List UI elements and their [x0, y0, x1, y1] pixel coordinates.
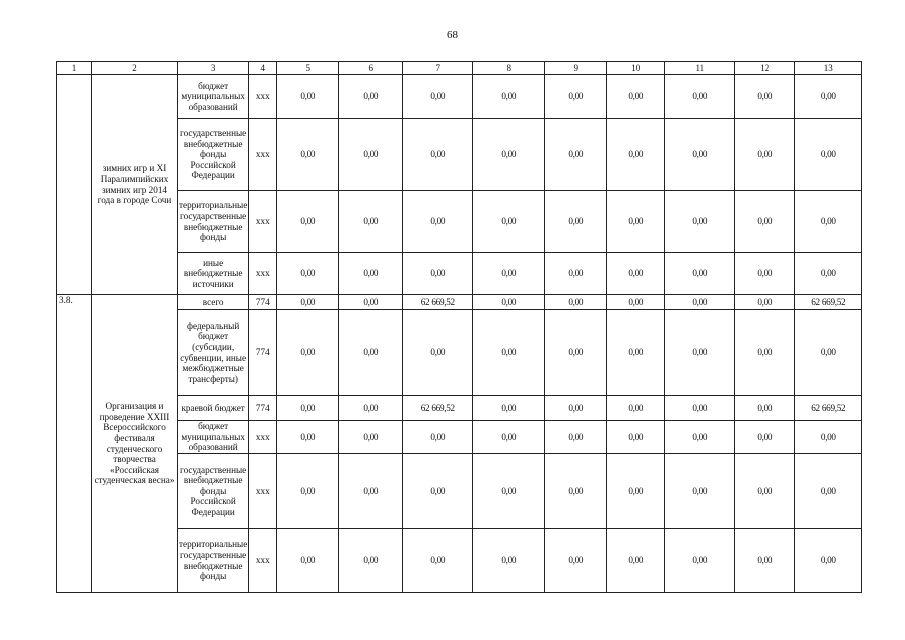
amount-cell: 0,00 [665, 295, 735, 310]
amount-cell: 62 669,52 [403, 295, 473, 310]
amount-cell: 0,00 [735, 421, 795, 454]
amount-cell: 0,00 [735, 454, 795, 529]
amount-cell: 0,00 [473, 75, 545, 119]
column-header: 13 [795, 62, 862, 75]
amount-cell: 0,00 [277, 454, 339, 529]
budget-code: 774 [249, 396, 277, 421]
budget-code: 774 [249, 295, 277, 310]
table-row [57, 529, 862, 593]
amount-cell: 0,00 [665, 191, 735, 253]
budget-table [56, 61, 862, 593]
column-header: 9 [545, 62, 607, 75]
column-header: 1 [57, 62, 92, 75]
table-row [57, 295, 862, 310]
amount-cell: 0,00 [607, 119, 665, 191]
budget-code: xxx [249, 253, 277, 295]
amount-cell: 0,00 [339, 421, 403, 454]
amount-cell: 0,00 [735, 75, 795, 119]
amount-cell: 0,00 [545, 75, 607, 119]
amount-cell: 0,00 [473, 396, 545, 421]
amount-cell: 0,00 [339, 310, 403, 396]
amount-cell: 0,00 [545, 119, 607, 191]
funding-source: бюджет муниципальных образований [178, 75, 249, 119]
amount-cell: 0,00 [473, 454, 545, 529]
amount-cell: 0,00 [473, 191, 545, 253]
amount-cell: 0,00 [473, 310, 545, 396]
budget-code: xxx [249, 191, 277, 253]
budget-code: xxx [249, 529, 277, 593]
amount-cell: 0,00 [473, 253, 545, 295]
amount-cell: 0,00 [403, 75, 473, 119]
amount-cell: 0,00 [665, 454, 735, 529]
amount-cell: 0,00 [403, 310, 473, 396]
amount-cell: 0,00 [665, 396, 735, 421]
amount-cell: 0,00 [545, 295, 607, 310]
amount-cell: 62 669,52 [403, 396, 473, 421]
amount-cell: 0,00 [607, 421, 665, 454]
item-title: Организация и проведение XXIII Всероссийского фестиваля студенческого творчества «Российская студенческая весна» [92, 295, 178, 593]
column-header: 3 [178, 62, 249, 75]
column-header: 12 [735, 62, 795, 75]
budget-code: xxx [249, 75, 277, 119]
amount-cell: 0,00 [665, 75, 735, 119]
amount-cell: 0,00 [607, 295, 665, 310]
amount-cell: 0,00 [339, 75, 403, 119]
column-header: 4 [249, 62, 277, 75]
amount-cell: 0,00 [277, 253, 339, 295]
amount-cell: 0,00 [473, 421, 545, 454]
amount-cell: 0,00 [735, 253, 795, 295]
amount-cell: 62 669,52 [795, 295, 862, 310]
amount-cell: 0,00 [545, 253, 607, 295]
amount-cell: 0,00 [545, 191, 607, 253]
amount-cell: 0,00 [665, 253, 735, 295]
amount-cell: 0,00 [339, 119, 403, 191]
column-header: 5 [277, 62, 339, 75]
amount-cell: 0,00 [795, 310, 862, 396]
amount-cell: 0,00 [665, 310, 735, 396]
amount-cell: 0,00 [795, 75, 862, 119]
amount-cell: 0,00 [277, 119, 339, 191]
budget-code: 774 [249, 310, 277, 396]
amount-cell: 0,00 [545, 529, 607, 593]
amount-cell: 0,00 [403, 191, 473, 253]
funding-source: территориальные государственные внебюджетные фонды [178, 529, 249, 593]
amount-cell: 0,00 [339, 295, 403, 310]
amount-cell: 0,00 [339, 253, 403, 295]
column-header: 10 [607, 62, 665, 75]
funding-source: бюджет муниципальных образований [178, 421, 249, 454]
funding-source: федеральный бюджет (субсидии, субвенции, иные межбюджетные трансферты) [178, 310, 249, 396]
amount-cell: 0,00 [339, 191, 403, 253]
amount-cell: 0,00 [665, 119, 735, 191]
table-row [57, 191, 862, 253]
amount-cell: 0,00 [403, 119, 473, 191]
amount-cell: 0,00 [403, 421, 473, 454]
page-number: 68 [447, 29, 458, 41]
amount-cell: 0,00 [277, 191, 339, 253]
amount-cell: 0,00 [795, 421, 862, 454]
amount-cell: 0,00 [545, 454, 607, 529]
table-row [57, 310, 862, 396]
column-header: 2 [92, 62, 178, 75]
table-row [57, 396, 862, 421]
amount-cell: 0,00 [277, 396, 339, 421]
amount-cell: 0,00 [735, 310, 795, 396]
amount-cell: 0,00 [795, 191, 862, 253]
item-number [57, 75, 92, 295]
amount-cell: 0,00 [665, 529, 735, 593]
amount-cell: 0,00 [607, 253, 665, 295]
amount-cell: 0,00 [277, 529, 339, 593]
amount-cell: 0,00 [403, 253, 473, 295]
amount-cell: 0,00 [795, 529, 862, 593]
amount-cell: 0,00 [735, 529, 795, 593]
amount-cell: 0,00 [277, 75, 339, 119]
amount-cell: 0,00 [403, 529, 473, 593]
funding-source: государственные внебюджетные фонды Российской Федерации [178, 454, 249, 529]
amount-cell: 0,00 [735, 295, 795, 310]
budget-code: xxx [249, 119, 277, 191]
funding-source: краевой бюджет [178, 396, 249, 421]
amount-cell: 0,00 [473, 529, 545, 593]
amount-cell: 0,00 [607, 191, 665, 253]
amount-cell: 0,00 [607, 454, 665, 529]
amount-cell: 0,00 [339, 396, 403, 421]
amount-cell: 0,00 [607, 75, 665, 119]
amount-cell: 0,00 [795, 454, 862, 529]
table-row [57, 75, 862, 119]
item-number: 3.8. [57, 295, 92, 593]
item-title: зимних игр и XI Паралимпийских зимних игр 2014 года в городе Сочи [92, 75, 178, 295]
column-header: 6 [339, 62, 403, 75]
column-header: 11 [665, 62, 735, 75]
table-row [57, 421, 862, 454]
amount-cell: 0,00 [607, 529, 665, 593]
amount-cell: 0,00 [339, 529, 403, 593]
amount-cell: 0,00 [277, 310, 339, 396]
budget-code: xxx [249, 421, 277, 454]
header-row [57, 62, 862, 75]
amount-cell: 0,00 [607, 310, 665, 396]
table-row [57, 454, 862, 529]
amount-cell: 0,00 [735, 191, 795, 253]
funding-source: иные внебюджетные источники [178, 253, 249, 295]
funding-source: государственные внебюджетные фонды Российской Федерации [178, 119, 249, 191]
amount-cell: 0,00 [403, 454, 473, 529]
amount-cell: 0,00 [795, 119, 862, 191]
amount-cell: 0,00 [795, 253, 862, 295]
funding-source: всего [178, 295, 249, 310]
column-header: 7 [403, 62, 473, 75]
amount-cell: 0,00 [277, 421, 339, 454]
funding-source: территориальные государственные внебюджетные фонды [178, 191, 249, 253]
amount-cell: 0,00 [735, 119, 795, 191]
amount-cell: 62 669,52 [795, 396, 862, 421]
amount-cell: 0,00 [735, 396, 795, 421]
budget-code: xxx [249, 454, 277, 529]
amount-cell: 0,00 [339, 454, 403, 529]
amount-cell: 0,00 [277, 295, 339, 310]
amount-cell: 0,00 [545, 421, 607, 454]
amount-cell: 0,00 [607, 396, 665, 421]
table-row [57, 253, 862, 295]
column-header: 8 [473, 62, 545, 75]
amount-cell: 0,00 [545, 310, 607, 396]
amount-cell: 0,00 [665, 421, 735, 454]
amount-cell: 0,00 [473, 295, 545, 310]
amount-cell: 0,00 [545, 396, 607, 421]
table-row [57, 119, 862, 191]
amount-cell: 0,00 [473, 119, 545, 191]
